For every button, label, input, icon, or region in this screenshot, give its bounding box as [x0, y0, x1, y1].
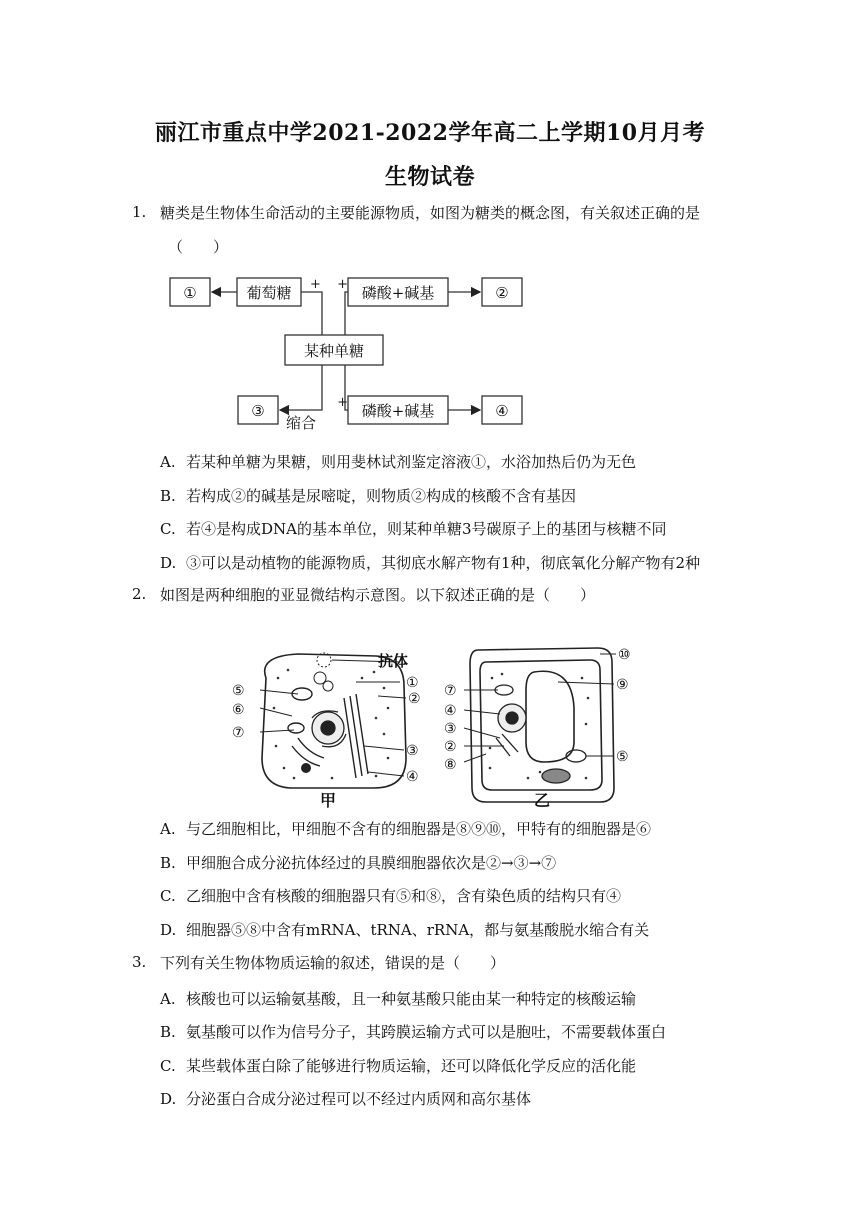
question-1-option-b: B. 若构成②的碱基是尿嘧啶，则物质②构成的核酸不含有基因	[160, 487, 577, 505]
question-3-option-c: C. 某些载体蛋白除了能够进行物质运输，还可以降低化学反应的活化能	[160, 1057, 637, 1075]
diagram-box-4: ④	[495, 402, 509, 420]
diagram-condensation: 缩合	[285, 414, 317, 432]
question-2-option-b: B. 甲细胞合成分泌抗体经过的具膜细胞器依次是②→③→⑦	[160, 854, 557, 872]
label-b-10: ⑩	[618, 647, 631, 663]
diagram-monosaccharide: 某种单糖	[303, 342, 365, 360]
label-a-7: ⑦	[232, 725, 245, 741]
question-1-answer-blank: （ ）	[168, 238, 229, 256]
label-a-4: ④	[406, 769, 419, 785]
label-b-7: ⑦	[444, 683, 457, 699]
question-3-option-d: D. 分泌蛋白合成分泌过程可以不经过内质网和高尔基体	[160, 1090, 532, 1108]
label-a-5: ⑤	[232, 683, 245, 699]
diagram-box-1: ①	[183, 284, 197, 302]
sugar-concept-diagram	[160, 266, 540, 436]
label-a-1: ①	[406, 675, 419, 691]
diagram-plus-2: +	[337, 277, 348, 292]
label-cell-b: 乙	[534, 791, 551, 810]
question-2-stem: 如图是两种细胞的亚显微结构示意图。以下叙述正确的是（ ）	[160, 586, 596, 604]
label-a-2: ②	[408, 691, 421, 707]
label-a-6: ⑥	[232, 702, 245, 718]
question-2-option-c: C. 乙细胞中含有核酸的细胞器只有⑤和⑧，含有染色质的结构只有④	[160, 887, 622, 905]
diagram-phosphate-base-1: 磷酸+碱基	[361, 284, 435, 302]
cell-structure-diagram	[228, 638, 648, 810]
diagram-box-2: ②	[495, 284, 509, 302]
question-1-option-d: D. ③可以是动植物的能源物质，其彻底水解产物有1种，彻底氧化分解产物有2种	[160, 554, 701, 572]
question-3-stem: 下列有关生物体物质运输的叙述，错误的是（ ）	[160, 954, 506, 972]
label-cell-a: 甲	[320, 791, 337, 810]
label-a-3: ③	[406, 743, 419, 759]
label-b-8: ⑧	[444, 757, 457, 773]
label-b-9: ⑨	[616, 677, 629, 693]
question-2-number: 2.	[132, 585, 147, 603]
question-3-option-b: B. 氨基酸可以作为信号分子，其跨膜运输方式可以是胞吐，不需要载体蛋白	[160, 1023, 667, 1041]
label-b-2: ②	[444, 739, 457, 755]
diagram-glucose: 葡萄糖	[246, 284, 292, 302]
diagram-phosphate-base-2: 磷酸+碱基	[361, 402, 435, 420]
label-antibody: 抗体	[378, 652, 409, 670]
diagram-plus-3: +	[337, 395, 348, 410]
question-1-stem: 糖类是生物体生命活动的主要能源物质，如图为糖类的概念图，有关叙述正确的是	[160, 204, 701, 222]
question-2-option-a: A. 与乙细胞相比，甲细胞不含有的细胞器是⑧⑨⑩，甲特有的细胞器是⑥	[160, 820, 652, 838]
label-b-4: ④	[444, 703, 457, 719]
question-3-number: 3.	[132, 953, 147, 971]
question-1-option-a: A. 若某种单糖为果糖，则用斐林试剂鉴定溶液①，水浴加热后仍为无色	[160, 453, 637, 471]
question-3-option-a: A. 核酸也可以运输氨基酸，且一种氨基酸只能由某一种特定的核酸运输	[160, 990, 637, 1008]
exam-subtitle: 生物试卷	[384, 164, 475, 190]
diagram-plus-1: +	[310, 277, 321, 292]
question-1-option-c: C. 若④是构成DNA的基本单位，则某种单糖3号碳原子上的基团与核糖不同	[160, 520, 667, 538]
label-b-3: ③	[444, 721, 457, 737]
exam-title: 丽江市重点中学2021-2022学年高二上学期10月月考	[154, 120, 706, 146]
label-b-5: ⑤	[616, 749, 629, 765]
diagram-box-3: ③	[251, 402, 265, 420]
question-2-option-d: D. 细胞器⑤⑧中含有mRNA、tRNA、rRNA，都与氨基酸脱水缩合有关	[160, 921, 650, 939]
question-1-number: 1.	[132, 203, 147, 221]
